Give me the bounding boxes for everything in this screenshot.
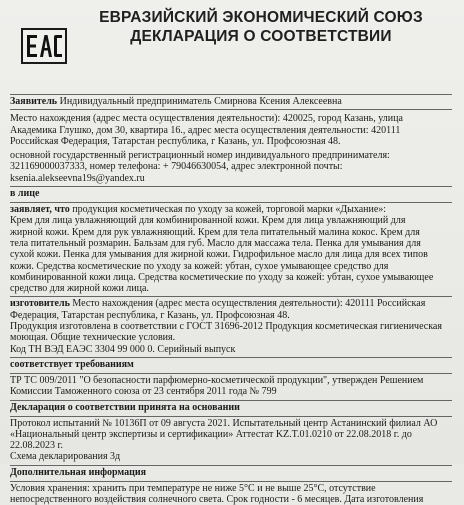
applicant-label: Заявитель (10, 96, 58, 107)
declaration-title: ДЕКЛАРАЦИЯ О СООТВЕТСТВИИ (130, 28, 392, 45)
manufacturer-row (10, 298, 452, 309)
regulation-line: Комиссии Таможенного союза от 23 сентября 2011 года № 799 (10, 386, 277, 398)
separator (10, 202, 452, 203)
product-line: жирной кожи. Крем для рук увлажняющий. Крем для тела питательный малина кокос. Крем для (10, 226, 420, 238)
separator (10, 400, 452, 401)
eac-logo (18, 26, 70, 66)
person-row: в лице (10, 188, 40, 200)
address-line: Академика Глушко, дом 30, квартира 16., адрес места осуществления деятельности: 420111 (10, 124, 401, 136)
separator (10, 186, 452, 187)
protocol-line: Протокол испытаний № 10136П от 09 августа 2021. Испытательный центр Астанинский филиал АО (10, 417, 438, 429)
separator (10, 373, 452, 374)
registration-line: 321169000037333, номер телефона: + 79046630054, адрес электронной почты: (10, 161, 343, 173)
address-line: Место нахождения (адрес места осуществления деятельности): 420025, город Казань, улица (10, 113, 403, 125)
separator (10, 109, 452, 110)
hs-code-line: Код ТН ВЭД ЕАЭС 3304 99 000 0. Серийный выпуск (10, 343, 236, 355)
separator (10, 465, 452, 466)
product-line: средство для жирной кожи лица. (10, 283, 149, 295)
separator (10, 416, 452, 417)
address-line: Российская Федерация, Татарстан республика, г Казань, ул. Профсоюзная 48. (10, 135, 341, 147)
standard-line: Продукция изготовлена в соответствии с ГОСТ 31696-2012 Продукция косметическая гигиеническая (10, 321, 442, 333)
applicant-email: ksenia.alekseevna19s@yandex.ru (10, 172, 145, 184)
basis-label: Декларация о соответствии принята на основании (10, 401, 240, 413)
storage-line: Условия хранения: хранить при температуре не ниже 5°С и не выше 25°С, отсутствие (10, 482, 376, 494)
separator (10, 94, 452, 95)
union-title: ЕВРАЗИЙСКИЙ ЭКОНОМИЧЕСКИЙ СОЮЗ (99, 9, 423, 26)
eac-mark-icon (21, 28, 67, 64)
product-line: сухой кожи. Пенка для умывания для жирной кожи. Гидрофильное масло для лица для всех типов (10, 249, 428, 261)
manufacturer-address: Место нахождения (адрес места осуществления деятельности): 420111 Российская (69, 298, 426, 310)
declares-row (10, 204, 452, 215)
product-line: тела питательный розмарин. Бальзам для губ. Масло для массажа тела. Пенка для умывания для (10, 237, 421, 249)
standard-line: моющая. Общие технические условия. (10, 332, 176, 344)
registration-line: основной государственный регистрационный номер индивидуального предпринимателя: (10, 150, 390, 162)
applicant-registration (10, 150, 452, 184)
regulation-line: ТР ТС 009/2011 "О безопасности парфюмерно-косметической продукции", утвержден Решением (10, 374, 424, 386)
manufacturer-label: изготовитель (10, 298, 70, 310)
protocol-line: 22.08.2023 г. (10, 440, 63, 452)
storage-line: непосредственного воздействия солнечного света. Срок годности - 6 месяцев. Дата изготовления (10, 494, 424, 505)
product-line: комбинированной кожи лица. Средства косметические по уходу за кожей: убтан, сухое умывающее (10, 271, 434, 283)
declares-label: заявляет, что (10, 204, 70, 216)
separator (10, 296, 452, 297)
requirements-label: соответствует требованиям (10, 358, 134, 370)
document-header (10, 4, 452, 92)
applicant-row (10, 96, 452, 107)
product-line: кожи. Средства косметические по уходу за кожей: убтан, сухое умывающее средство для (10, 260, 389, 272)
product-line: Крем для лица увлажняющий для комбинированной кожи. Крем для лица увлажняющий для (10, 215, 406, 227)
protocol-line: «Национальный центр экспертизы и сертификации» Аттестат KZ.T.01.0210 от 22.08.2018 г. до (10, 428, 412, 440)
applicant-name: Индивидуальный предприниматель Смирнова Ксения Алексеевна (57, 96, 342, 107)
separator (10, 481, 452, 482)
scheme-line: Схема декларирования 3д (10, 451, 121, 463)
additional-label: Дополнительная информация (10, 466, 147, 478)
manufacturer-line: Федерация, Татарстан республика, г Казань, ул. Профсоюзная 48. (10, 309, 290, 321)
separator (10, 357, 452, 358)
title-block (70, 4, 452, 46)
applicant-address (10, 113, 452, 147)
declares-product: продукция косметическая по уходу за кожей, торговой марки «Дыхание»: (69, 204, 387, 216)
